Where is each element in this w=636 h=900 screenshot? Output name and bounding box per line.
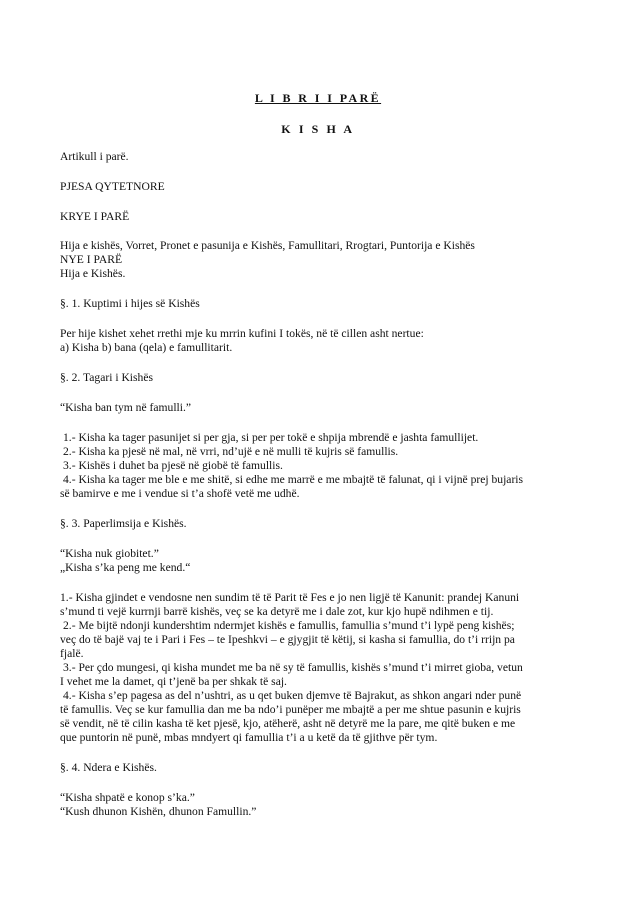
list-item: 1.- Kisha gjindet e vendosne nen sundim të të Parit të Fes e jo nen ligjë të Kanunit: prandej Kanuni [60,591,520,604]
text-line: të famullis. Veç se kur famullia dan me ba ndo’i punëper me mbajtë a per me shtue pasunin e kujris [60,703,521,716]
part-heading: PJESA QYTETNORE [60,180,165,193]
section-subtitle: Hija e Kishës. [60,267,126,280]
text-line: së bamirve e me i vendue si t’a shofë vetë me udhë. [60,487,300,500]
chapter-title: K I S H A [281,122,355,136]
section-heading: NYE I PARË [60,253,123,266]
list-item: 3.- Kishës i duhet ba pjesë në giobë të famullis. [63,459,283,472]
quote-line: “Kisha nuk giobitet.” [60,547,159,560]
text-line: que puntorin në punë, mbas mndyert qi famullia t’i a u ketë da të gjithve për tym. [60,731,438,744]
list-item: 2.- Kisha ka pjesë në mal, në vrri, nd’ujë e në mulli të kujris së famullis. [63,445,399,458]
article-line: Artikull i parë. [60,150,129,163]
text-line: së vendit, në të cilin kasha të ket pjesë, kjo, atëherë, asht në detyrë me la pare, me qitë buken e me [60,717,516,730]
paragraph-heading: §. 4. Ndera e Kishës. [60,761,157,774]
list-item: 1.- Kisha ka tager pasunijet si per gja, si per per tokë e shpija mbrendë e jashta famullijet. [63,431,479,444]
text-line: fjalë. [60,647,84,660]
list-item: 2.- Me bijtë ndonji kundershtim ndermjet kishës e famullis, famullia s’mund t’i lypë peng kishës; [63,619,515,632]
paragraph-heading: §. 3. Paperlimsija e Kishës. [60,517,187,530]
text-line: s’mund ti vejë kurrnji barrë kishës, veç se ka detyrë me i dale zot, kur kjo hupë ndihmen e tij. [60,605,494,618]
chapter-contents: Hija e kishës, Vorret, Pronet e pasunija e Kishës, Famullitari, Rrogtari, Puntorija e Kishës [60,239,475,252]
list-item: 3.- Per çdo mungesi, qi kisha mundet me ba në sy të famullis, kishës s’mund t’i mirret gioba, vetun [63,661,523,674]
quote-line: „Kisha s’ka peng me kend.“ [60,561,191,574]
list-item: 4.- Kisha s’ep pagesa as del n’ushtri, as u qet buken djemve të Bajrakut, as shkon angari nder punë [63,689,522,702]
paragraph-heading: §. 1. Kuptimi i hijes së Kishës [60,297,200,310]
chapter-heading: KRYE I PARË [60,210,130,223]
quote-line: “Kisha shpatë e konop s’ka.” [60,791,195,804]
text-line: veç do të bajë vaj te i Pari i Fes – te Ipeshkvi – e gjygjit të këtij, si kasha si famullia, do t’i rrijn pa [60,633,515,646]
book-title: L I B R I I PARË [254,91,382,105]
text-line: Per hije kishet xehet rrethi mje ku mrrin kufini I tokës, në të cillen asht nertue: [60,327,424,340]
quote-line: “Kush dhunon Kishën, dhunon Famullin.” [60,805,257,818]
text-line: a) Kisha b) bana (qela) e famullitarit. [60,341,233,354]
list-item: 4.- Kisha ka tager me ble e me shitë, si edhe me marrë e me mbajtë të falunat, qi i vijnë prej bujaris [63,473,524,486]
paragraph-heading: §. 2. Tagari i Kishës [60,371,153,384]
quote-line: “Kisha ban tym në famulli.” [60,401,192,414]
text-line: I vehet me la damet, qi t’jenë ba per shkak të saj. [60,675,287,688]
